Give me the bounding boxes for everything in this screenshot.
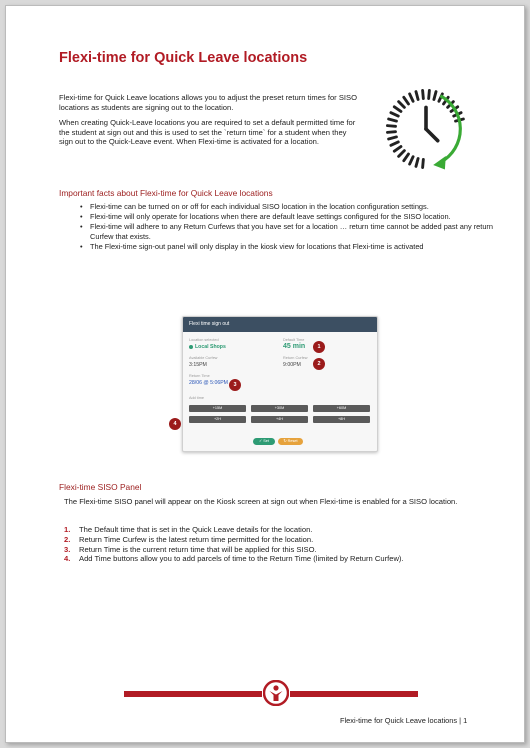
return-time-value: 28/06 @ 5:06PM xyxy=(189,380,229,386)
set-button[interactable]: ✓ Set xyxy=(253,438,275,445)
return-time-label: Return Time xyxy=(189,374,210,378)
facts-heading: Important facts about Flexi-time for Quick Leave locations xyxy=(59,188,273,198)
reset-button[interactable]: ↻ Reset xyxy=(278,438,303,445)
fact-item: • Flexi-time will adhere to any Return Curfews that you have set for a location … return time cannot be added past any return Curfew that exists. xyxy=(80,222,495,240)
return-curfew-label: Return Curfew xyxy=(283,356,308,360)
intro-section xyxy=(59,93,359,153)
document-page xyxy=(5,5,525,743)
default-time-value: 45 min xyxy=(283,343,306,350)
siso-list xyxy=(64,525,494,564)
intro-paragraph-1: Flexi-time for Quick Leave locations allows you to adjust the preset return times for SISO locations as students are signing out to the location. xyxy=(59,93,357,112)
available-curfew-value: 3:15PM xyxy=(189,362,207,368)
siso-intro: The Flexi-time SISO panel will appear on the Kiosk screen at sign out when Flexi-time is enabled for a SISO location. xyxy=(64,497,458,506)
callout-marker-1: 1 xyxy=(313,341,325,353)
add-60m-button[interactable]: +60M xyxy=(313,405,370,412)
location-dot-icon xyxy=(189,345,193,349)
panel-header: Flexi time sign out xyxy=(183,317,377,332)
clock-with-arrow-icon xyxy=(381,84,471,174)
callout-marker-3: 3 xyxy=(229,379,241,391)
add-8h-button[interactable]: +8H xyxy=(313,416,370,423)
add-time-label: Add time xyxy=(189,396,204,400)
siso-list-item: 2. Return Time Curfew is the latest return time permitted for the location. xyxy=(64,534,314,544)
available-curfew-label: Available Curfew xyxy=(189,356,218,360)
intro-paragraph-2: When creating Quick-Leave locations you are required to set a default permitted time for the student at sign out and this is used to set the `return time` for a student when they sign out to the Quick-Leave event. When Flexi-time is activated for a location. xyxy=(59,118,356,146)
location-value: Local Shops xyxy=(189,344,226,350)
siso-list-item: 4. Add Time buttons allow you to add parcels of time to the Return Time (limited by Return Curfew). xyxy=(64,554,404,564)
add-4h-button[interactable]: +4H xyxy=(251,416,308,423)
siso-list-item: 3. Return Time is the current return time that will be applied for this SISO. xyxy=(64,544,317,554)
add-15m-button[interactable]: +15M xyxy=(189,405,246,412)
fact-item: • Flexi-time can be turned on or off for each individual SISO location in the location configuration settings. xyxy=(80,202,495,211)
siso-heading: Flexi-time SISO Panel xyxy=(59,482,142,492)
fact-item: • The Flexi-time sign-out panel will only display in the kiosk view for locations that Flexi-time is activated xyxy=(80,242,495,251)
footer-bar-left xyxy=(124,691,262,697)
return-curfew-value: 9:00PM xyxy=(283,362,301,368)
facts-list xyxy=(80,202,495,252)
callout-marker-2: 2 xyxy=(313,358,325,370)
default-time-label: Default Time xyxy=(283,338,305,342)
person-logo-icon xyxy=(263,680,289,706)
footer-bar-right xyxy=(290,691,418,697)
add-30m-button[interactable]: +30M xyxy=(251,405,308,412)
page-title: Flexi-time for Quick Leave locations xyxy=(59,50,308,66)
location-label: Location selected xyxy=(189,338,219,342)
page-footer: Flexi-time for Quick Leave locations | 1 xyxy=(340,716,468,725)
siso-list-item: 1. The Default time that is set in the Quick Leave details for the location. xyxy=(64,525,313,534)
flexi-time-panel-screenshot xyxy=(182,316,378,452)
add-2h-button[interactable]: +2H xyxy=(189,416,246,423)
callout-marker-4: 4 xyxy=(169,418,181,430)
fact-item: • Flexi-time will only operate for locations when there are default leave settings configured for the SISO location. xyxy=(80,212,495,221)
